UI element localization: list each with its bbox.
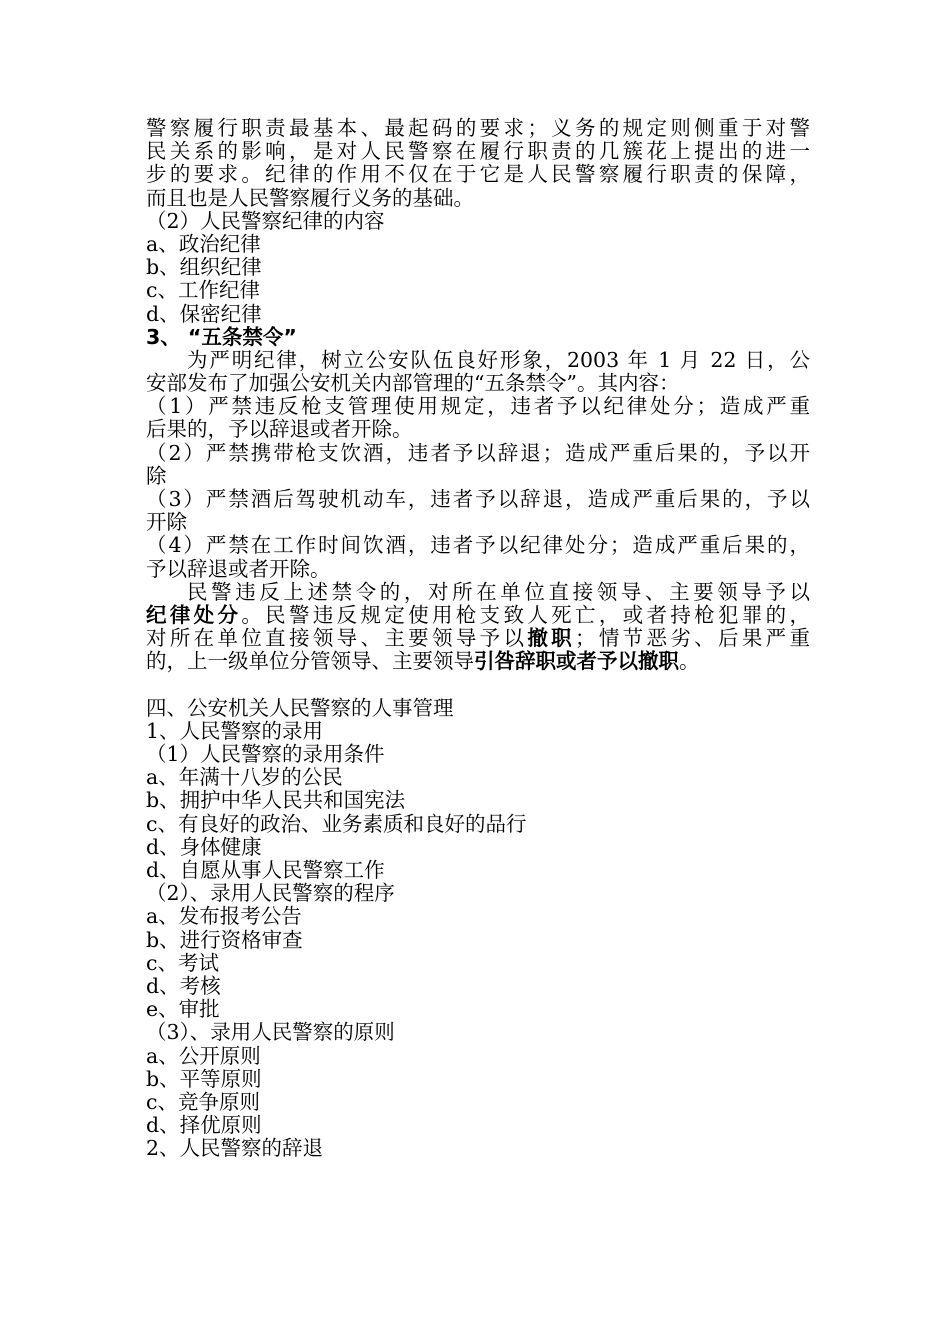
list-item: a、年满十八岁的公民: [146, 765, 343, 790]
subsection-title: 2、人民警察的辞退: [146, 1136, 324, 1161]
list-item: d、考核: [146, 973, 221, 998]
list-item: e、审批: [146, 997, 220, 1022]
penalty-line: [146, 650, 810, 673]
list-item: d、身体健康: [146, 834, 262, 859]
subsection-title: 1、人民警察的录用: [146, 718, 324, 743]
penalty-line: [146, 627, 810, 650]
ban-line: 开除: [146, 510, 187, 535]
penalty-text: 。民警违反规定使用枪支致人死亡，或者持枪犯罪的，: [241, 602, 811, 627]
penalty-text: 对所在单位直接领导、主要领导予以: [146, 626, 528, 651]
penalty-text: 的，上一级单位分管领导、主要领导: [146, 649, 474, 674]
list-item: c、有良好的政治、业务素质和良好的品行: [146, 811, 527, 836]
paragraph-line: 而且也是人民警察履行义务的基础。: [146, 185, 474, 210]
ban-line: （1）严禁违反枪支管理使用规定，违者予以纪律处分；造成严重: [146, 394, 810, 419]
penalty-text: 。: [679, 649, 700, 674]
list-item: a、发布报考公告: [146, 904, 302, 929]
list-item: a、政治纪律: [146, 231, 261, 256]
list-item: d、自愿从事人民警察工作: [146, 858, 385, 882]
subsection-title: （3）、录用人民警察的原则: [146, 1020, 395, 1045]
blank-line: [146, 674, 810, 697]
list-item: b、进行资格审查: [146, 927, 303, 952]
ban-line: （4）严禁在工作时间饮酒，违者予以纪律处分；造成严重后果的，: [146, 533, 810, 558]
document-page: [146, 117, 810, 1160]
list-item: d、保密纪律: [146, 301, 262, 326]
subsection-title: （1）人民警察的录用条件: [146, 742, 385, 767]
ban-line: （2）严禁携带枪支饮酒，违者予以辞退；造成严重后果的，予以开: [146, 440, 810, 465]
emphasis-text: 撤职: [527, 626, 576, 651]
list-item: b、平等原则: [146, 1066, 262, 1091]
subsection-title: （2）人民警察纪律的内容: [146, 208, 385, 233]
list-item: b、拥护中华人民共和国宪法: [146, 788, 406, 813]
ban-line: 后果的，予以辞退或者开除。: [146, 417, 413, 442]
section-title: 3、 “五条禁令”: [146, 324, 297, 349]
ban-line: 予以辞退或者开除。: [146, 556, 331, 581]
list-item: c、考试: [146, 950, 219, 975]
list-item: a、公开原则: [146, 1043, 261, 1068]
ban-line: 除: [146, 463, 167, 488]
penalty-line: 民警违反上述禁令的，对所在单位直接领导、主要领导予以: [187, 579, 810, 604]
subsection-title: （2）、录用人民警察的程序: [146, 881, 395, 906]
paragraph-line: 为严明纪律，树立公安队伍良好形象，2003 年 1 月 22 日，公: [187, 347, 810, 372]
list-item: b、组织纪律: [146, 255, 262, 280]
list-item: c、竞争原则: [146, 1089, 260, 1114]
section-title: 四、公安机关人民警察的人事管理: [146, 695, 454, 720]
emphasis-text: 引咎辞职或者予以撤职: [474, 649, 679, 674]
paragraph-line: 安部发布了加强公安机关内部管理的“五条禁令”。其内容：: [146, 371, 680, 396]
emphasis-text: 纪律处分: [146, 602, 242, 627]
list-item: c、工作纪律: [146, 278, 260, 303]
paragraph-line: 步的要求。纪律的作用不仅在于它是人民警察履行职责的保障，: [146, 162, 810, 187]
paragraph-line: 民关系的影响，是对人民警察在履行职责的几簇花上提出的进一: [146, 139, 810, 164]
penalty-line: [146, 604, 810, 627]
penalty-text: ；情节恶劣、后果严重: [575, 626, 811, 651]
list-item: d、择优原则: [146, 1113, 262, 1138]
ban-line: （3）严禁酒后驾驶机动车，违者予以辞退，造成严重后果的，予以: [146, 487, 810, 511]
paragraph-line: 警察履行职责最基本、最起码的要求；义务的规定则侧重于对警: [146, 116, 810, 140]
